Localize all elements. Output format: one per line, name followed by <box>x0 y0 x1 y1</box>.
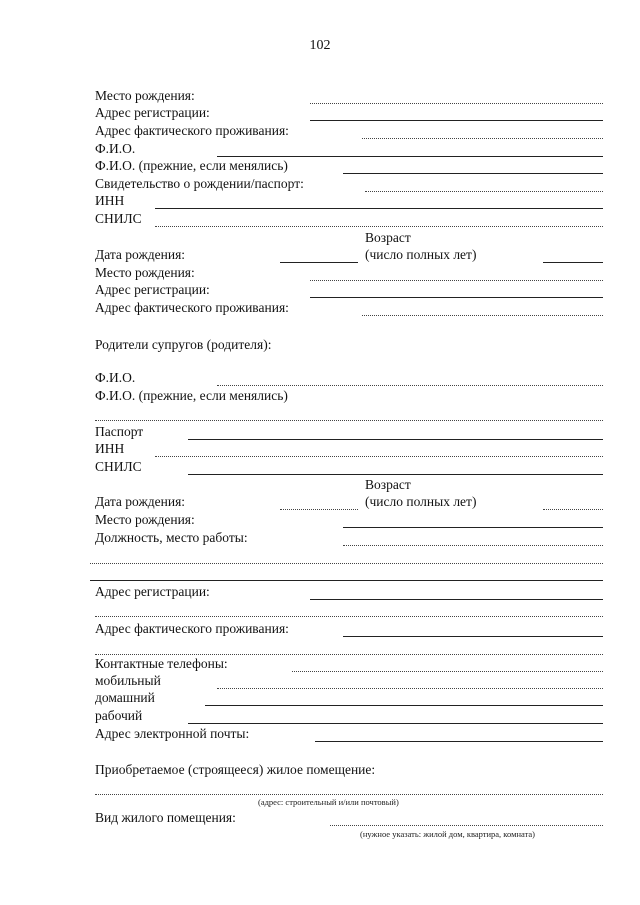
separator-line <box>90 580 603 581</box>
parent-actual-address-label: Адрес фактического проживания: <box>95 621 289 636</box>
reg-address-field[interactable] <box>310 120 603 121</box>
position-field[interactable] <box>343 545 603 546</box>
reg-address-field-2[interactable] <box>310 297 603 298</box>
reg-address-label-2: Адрес регистрации: <box>95 282 210 297</box>
parent-birth-date-label: Дата рождения: <box>95 494 186 509</box>
parent-snils-label: СНИЛС <box>95 459 142 474</box>
passport-field[interactable] <box>188 439 603 440</box>
reg-address-label: Адрес регистрации: <box>95 105 210 120</box>
birth-place-field-2[interactable] <box>310 280 603 281</box>
parent-age-field[interactable] <box>543 509 603 510</box>
position-field-continued[interactable] <box>90 563 603 564</box>
housing-address-field[interactable] <box>95 794 603 795</box>
birth-place-label: Место рождения: <box>95 88 195 103</box>
birth-date-label: Дата рождения: <box>95 247 186 262</box>
parent-actual-address-field-continued[interactable] <box>95 654 603 655</box>
snils-field[interactable] <box>155 226 603 227</box>
parent-reg-address-field-continued[interactable] <box>95 616 603 617</box>
inn-label: ИНН <box>95 193 125 208</box>
parent-birth-place-label: Место рождения: <box>95 512 195 527</box>
age-label: Возраст <box>365 230 411 245</box>
email-field[interactable] <box>315 741 603 742</box>
housing-type-label: Вид жилого помещения: <box>95 810 236 825</box>
housing-heading: Приобретаемое (строящееся) жилое помещение: <box>95 762 376 777</box>
contacts-label: Контактные телефоны: <box>95 656 228 671</box>
fio-field[interactable] <box>217 156 603 157</box>
email-label: Адрес электронной почты: <box>95 726 250 741</box>
fio-prev-field[interactable] <box>343 173 603 174</box>
snils-label: СНИЛС <box>95 211 142 226</box>
birth-cert-label: Свидетельство о рождении/паспорт: <box>95 176 304 191</box>
fio-prev-label: Ф.И.О. (прежние, если менялись) <box>95 158 288 173</box>
work-phone-field[interactable] <box>188 723 603 724</box>
contacts-field[interactable] <box>292 671 603 672</box>
birth-cert-field[interactable] <box>365 191 603 192</box>
position-label: Должность, место работы: <box>95 530 248 545</box>
housing-type-note: (нужное указать: жилой дом, квартира, комната) <box>360 829 535 839</box>
parent-fio-prev-label: Ф.И.О. (прежние, если менялись) <box>95 388 288 403</box>
mobile-field[interactable] <box>217 688 603 689</box>
actual-address-field-2[interactable] <box>362 315 603 316</box>
birth-date-field[interactable] <box>280 262 358 263</box>
parent-actual-address-field[interactable] <box>343 636 603 637</box>
parent-birth-place-field[interactable] <box>343 527 603 528</box>
fio-label: Ф.И.О. <box>95 141 136 156</box>
actual-address-label-2: Адрес фактического проживания: <box>95 300 289 315</box>
parent-birth-date-field[interactable] <box>280 509 358 510</box>
parent-inn-label: ИНН <box>95 441 125 456</box>
parent-full-years-label: (число полных лет) <box>365 494 477 509</box>
work-phone-label: рабочий <box>95 708 143 723</box>
inn-field[interactable] <box>155 208 603 209</box>
parent-reg-address-label: Адрес регистрации: <box>95 584 210 599</box>
parent-fio-prev-field[interactable] <box>95 420 603 421</box>
parent-fio-field[interactable] <box>217 385 603 386</box>
housing-type-field[interactable] <box>330 825 603 826</box>
passport-label: Паспорт <box>95 424 144 439</box>
full-years-label: (число полных лет) <box>365 247 477 262</box>
birth-place-field[interactable] <box>310 103 603 104</box>
page-number: 102 <box>309 38 331 53</box>
age-field[interactable] <box>543 262 603 263</box>
home-phone-label: домашний <box>95 690 155 705</box>
housing-address-note: (адрес: строительный и/или почтовый) <box>258 797 399 807</box>
parents-heading: Родители супругов (родителя): <box>95 337 272 352</box>
parent-snils-field[interactable] <box>188 474 603 475</box>
mobile-label: мобильный <box>95 673 161 688</box>
parent-age-label: Возраст <box>365 477 411 492</box>
parent-inn-field[interactable] <box>155 456 603 457</box>
home-phone-field[interactable] <box>205 705 603 706</box>
actual-address-label: Адрес фактического проживания: <box>95 123 289 138</box>
actual-address-field[interactable] <box>362 138 603 139</box>
birth-place-label-2: Место рождения: <box>95 265 195 280</box>
parent-fio-label: Ф.И.О. <box>95 370 136 385</box>
parent-reg-address-field[interactable] <box>310 599 603 600</box>
